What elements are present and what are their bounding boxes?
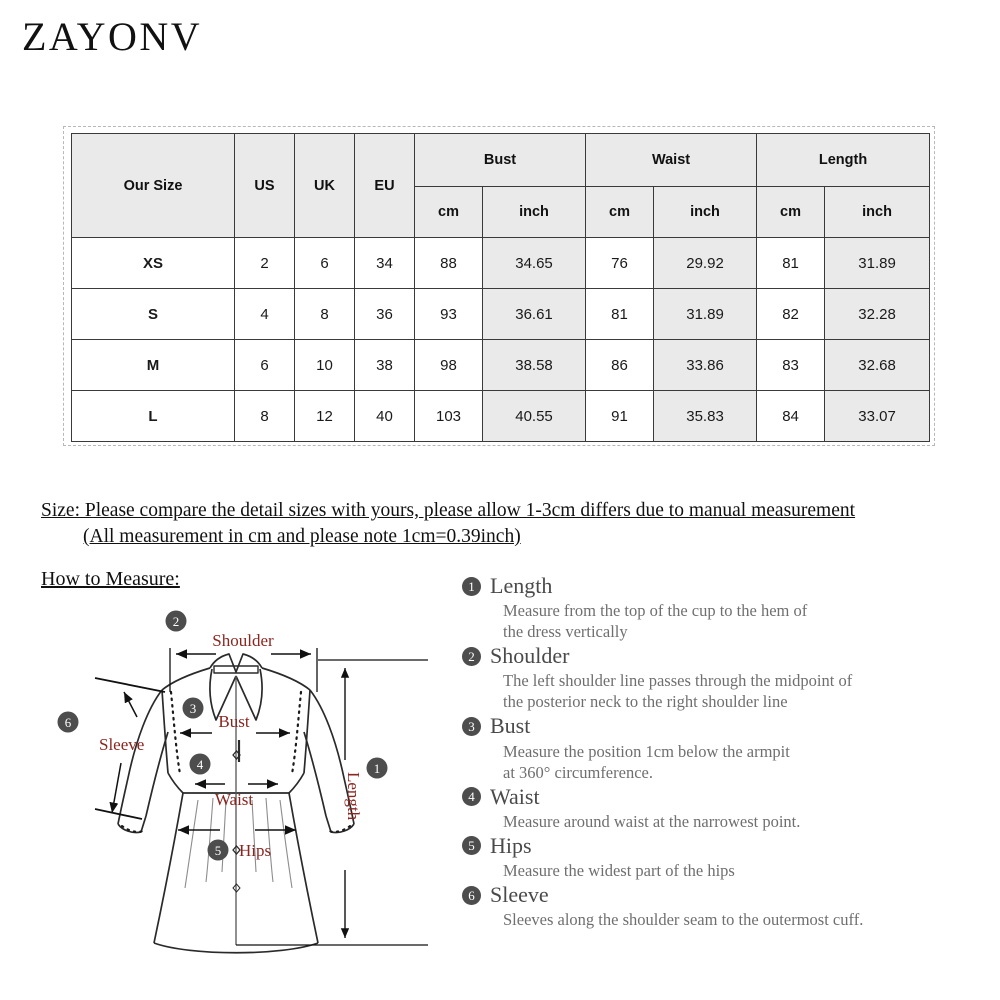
measurement-notes <box>41 498 981 550</box>
legend-desc-waist <box>503 811 982 832</box>
cell-waist-inch: 35.83 <box>654 391 757 442</box>
cell-bust-cm: 93 <box>415 289 483 340</box>
cell-waist-cm: 86 <box>586 340 654 391</box>
header-us: US <box>235 134 295 238</box>
cell-length-cm: 81 <box>757 238 825 289</box>
table-row <box>72 340 930 391</box>
svg-text:1: 1 <box>373 761 381 776</box>
cell-bust-inch: 36.61 <box>483 289 586 340</box>
svg-text:5: 5 <box>214 843 222 858</box>
header-bust-cm: cm <box>415 187 483 238</box>
header-length: Length <box>757 134 930 187</box>
legend-desc-line: the dress vertically <box>503 622 628 642</box>
legend-title-waist: Waist <box>490 783 540 809</box>
legend-number-2: 2 <box>462 647 481 666</box>
brand-logo: ZAYONV <box>22 14 203 59</box>
cell-waist-cm: 76 <box>586 238 654 289</box>
header-waist: Waist <box>586 134 757 187</box>
cell-us: 4 <box>235 289 295 340</box>
note-line-2: (All measurement in cm and please note 1cm=0.39inch) <box>83 526 521 547</box>
legend-title-length: Length <box>490 573 553 598</box>
header-bust: Bust <box>415 134 586 187</box>
table-body <box>72 238 930 442</box>
legend-item-sleeve <box>462 883 982 930</box>
legend-title-bust: Bust <box>490 713 531 739</box>
svg-text:2: 2 <box>172 614 180 629</box>
cell-length-inch: 33.07 <box>825 391 930 442</box>
cell-bust-cm: 88 <box>415 238 483 289</box>
size-chart-table <box>71 133 930 442</box>
size-chart-table-container <box>71 133 929 442</box>
how-to-measure-heading: How to Measure: <box>41 568 180 590</box>
header-bust-inch: inch <box>483 187 586 238</box>
svg-text:3: 3 <box>189 701 197 716</box>
legend-desc-line: at 360° circumference. <box>503 762 653 782</box>
legend-number-6: 6 <box>462 886 481 905</box>
table-header-row-groups <box>72 134 930 187</box>
legend-desc-line: Measure from the top of the cup to the hem of <box>503 601 808 621</box>
label-sleeve: Sleeve <box>99 735 145 754</box>
legend-desc-line: the posterior neck to the right shoulder line <box>503 692 788 712</box>
cell-waist-cm: 91 <box>586 391 654 442</box>
legend-desc-line: Measure the position 1cm below the armpit <box>503 741 790 761</box>
svg-text:6: 6 <box>64 715 72 730</box>
label-length: Length <box>344 772 363 821</box>
cell-size: L <box>72 391 235 442</box>
cell-waist-inch: 31.89 <box>654 289 757 340</box>
cell-size: S <box>72 289 235 340</box>
cell-size: XS <box>72 238 235 289</box>
marker-5 <box>208 840 229 861</box>
length-guides <box>236 660 428 945</box>
cell-uk: 12 <box>295 391 355 442</box>
header-our-size: Our Size <box>72 134 235 238</box>
marker-4 <box>190 754 211 775</box>
cell-bust-inch: 40.55 <box>483 391 586 442</box>
marker-3 <box>183 698 204 719</box>
header-length-cm: cm <box>757 187 825 238</box>
svg-text:4: 4 <box>196 757 204 772</box>
marker-1 <box>367 758 388 779</box>
legend-desc-line: Measure the widest part of the hips <box>503 860 735 880</box>
label-hips: Hips <box>238 841 272 860</box>
cell-eu: 34 <box>355 238 415 289</box>
marker-2 <box>166 611 187 632</box>
table-row <box>72 289 930 340</box>
legend-number-3: 3 <box>462 717 481 736</box>
cell-waist-inch: 33.86 <box>654 340 757 391</box>
legend-title-hips: Hips <box>490 832 532 858</box>
cell-bust-cm: 98 <box>415 340 483 391</box>
legend-title-sleeve: Sleeve <box>490 881 549 907</box>
cell-bust-cm: 103 <box>415 391 483 442</box>
cell-length-inch: 31.89 <box>825 238 930 289</box>
cell-us: 8 <box>235 391 295 442</box>
table-row <box>72 391 930 442</box>
legend-number-4: 4 <box>462 787 481 806</box>
legend-desc-line: Sleeves along the shoulder seam to the outermost cuff. <box>503 910 864 930</box>
cell-us: 6 <box>235 340 295 391</box>
legend-item-length <box>462 574 982 642</box>
legend-item-hips <box>462 834 982 881</box>
header-waist-cm: cm <box>586 187 654 238</box>
header-uk: UK <box>295 134 355 238</box>
legend-title-shoulder: Shoulder <box>490 643 570 669</box>
legend-item-waist <box>462 785 982 832</box>
note-line-1: Size: Please compare the detail sizes with yours, please allow 1-3cm differs due to manual measurement <box>41 500 856 521</box>
header-eu: EU <box>355 134 415 238</box>
cell-length-cm: 82 <box>757 289 825 340</box>
garment-measurement-diagram <box>40 600 460 990</box>
cell-uk: 6 <box>295 238 355 289</box>
label-shoulder: Shoulder <box>212 631 274 650</box>
label-waist: Waist <box>214 790 254 809</box>
legend-desc-length <box>503 600 982 642</box>
cell-bust-inch: 38.58 <box>483 340 586 391</box>
cell-uk: 8 <box>295 289 355 340</box>
cell-length-cm: 84 <box>757 391 825 442</box>
measurement-legend <box>462 574 982 932</box>
legend-item-shoulder <box>462 644 982 712</box>
cell-waist-cm: 81 <box>586 289 654 340</box>
legend-desc-hips <box>503 860 982 881</box>
legend-desc-bust <box>503 741 982 783</box>
cell-length-cm: 83 <box>757 340 825 391</box>
cell-eu: 36 <box>355 289 415 340</box>
legend-desc-line: Measure around waist at the narrowest point. <box>503 811 801 831</box>
header-length-inch: inch <box>825 187 930 238</box>
cell-size: M <box>72 340 235 391</box>
marker-6 <box>58 712 79 733</box>
cell-eu: 40 <box>355 391 415 442</box>
legend-item-bust <box>462 714 982 782</box>
cell-eu: 38 <box>355 340 415 391</box>
cell-bust-inch: 34.65 <box>483 238 586 289</box>
cell-length-inch: 32.68 <box>825 340 930 391</box>
header-waist-inch: inch <box>654 187 757 238</box>
label-bust: Bust <box>218 712 250 731</box>
legend-number-1: 1 <box>462 577 481 596</box>
table-row <box>72 238 930 289</box>
legend-number-5: 5 <box>462 836 481 855</box>
legend-desc-line: The left shoulder line passes through the midpoint of <box>503 671 853 691</box>
legend-desc-shoulder <box>503 670 982 712</box>
cell-us: 2 <box>235 238 295 289</box>
cell-length-inch: 32.28 <box>825 289 930 340</box>
table-header <box>72 134 930 238</box>
cell-uk: 10 <box>295 340 355 391</box>
legend-desc-sleeve <box>503 909 982 930</box>
cell-waist-inch: 29.92 <box>654 238 757 289</box>
